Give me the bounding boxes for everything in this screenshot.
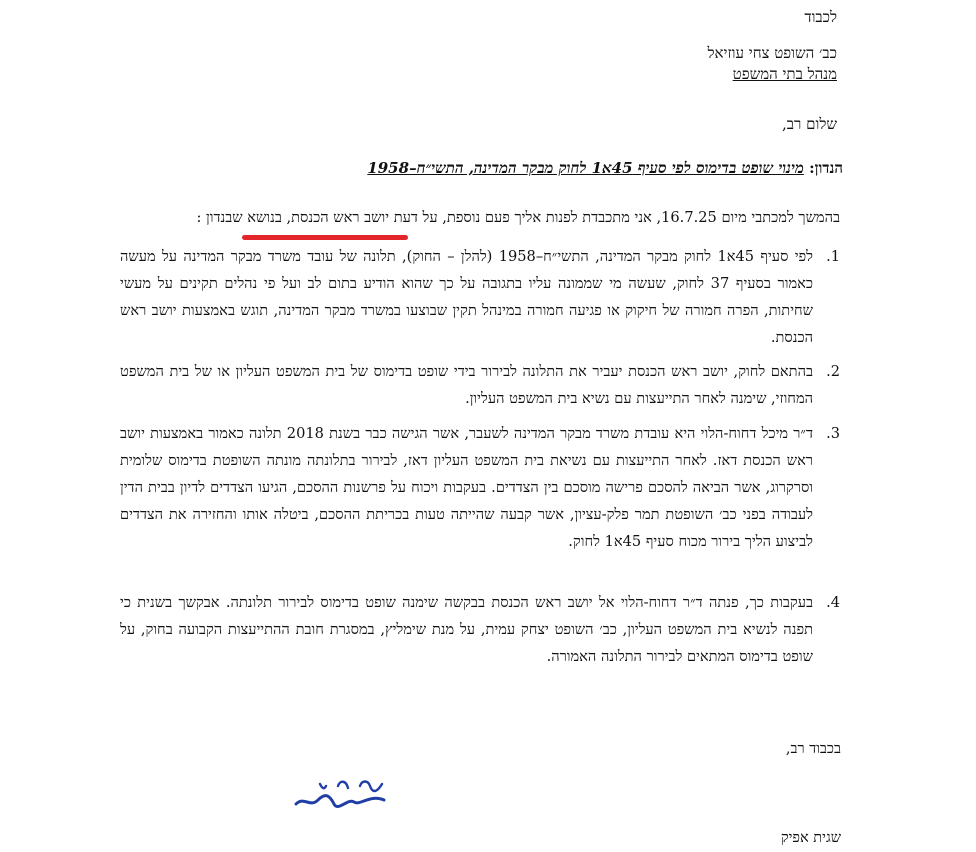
addressee-salutation: לכבוד bbox=[804, 8, 837, 26]
numbered-paragraph bbox=[120, 358, 840, 412]
intro-paragraph: בהמשך למכתבי מיום 16.7.25, אני מתכבדת לפנות אליך פעם נוספת, על דעת יושב ראש הכנסת, בנושא שבנדון : bbox=[196, 209, 840, 226]
closing: בכבוד רב, bbox=[785, 741, 841, 757]
paragraph-number: 4. bbox=[826, 594, 840, 611]
paragraph-number: 2. bbox=[826, 363, 840, 380]
paragraph-number: 1. bbox=[826, 248, 840, 265]
addressee-title: מנהל בתי המשפט bbox=[732, 65, 837, 83]
paragraph-text: בעקבות כך, פנתה ד״ר דחוח-הלוי אל יושב ראש הכנסת בבקשה שימנה שופט בדימוס לבירור תלונתה. אבקשך בשנית כי תפנה לנשיא בית המשפט העליון, כב׳ השופט יצחק עמית, על מנת שימליץ, במסגרת חובת ההתייעצות הקבועה בחוק, על שופט בדימוס המתאים לבירור התלונה האמורה. bbox=[120, 594, 813, 665]
greeting: שלום רב, bbox=[782, 115, 837, 133]
paragraph-text: בהתאם לחוק, יושב ראש הכנסת יעביר את התלונה לבירור בידי שופט בדימוס של בית המשפט העליון או של בית המשפט המחוזי, שימנה לאחר התייעצות עם נשיא בית המשפט העליון. bbox=[120, 363, 813, 407]
numbered-paragraph bbox=[120, 420, 840, 555]
paragraph-number: 3. bbox=[826, 425, 840, 442]
highlight-underline bbox=[242, 235, 408, 240]
numbered-paragraph bbox=[120, 589, 840, 670]
subject-text: מינוי שופט בדימוס לפי סעיף 45א1 לחוק מבקר המדינה, התשי״ח–1958 bbox=[367, 159, 804, 177]
addressee-name: כב׳ השופט צחי עוזיאל bbox=[707, 44, 837, 62]
subject-label: הנדון: bbox=[809, 159, 843, 177]
signer-name: שגית אפיק bbox=[780, 830, 841, 846]
subject-line bbox=[133, 157, 843, 179]
numbered-paragraph bbox=[120, 243, 840, 351]
paragraph-text: לפי סעיף 45א1 לחוק מבקר המדינה, התשי״ח–1958 (להלן – החוק), תלונה של עובד משרד מבקר המדינה על מעשה כאמור בסעיף 37 לחוק, שעשה מי שממונה עליו בתגובה על כך שהוא הודיע בתום לב ועל פי נהלים תקינים על מעשי שחיתות, הפרה חמורה של חיקוק או פגיעה חמורה במינהל תקין שבוצעו במשרד מבקר המדינה, תוגש באמצעות יושב ראש הכנסת. bbox=[120, 248, 814, 346]
handwritten-signature bbox=[290, 774, 390, 820]
paragraph-text: ד״ר מיכל דחוח-הלוי היא עובדת משרד מבקר המדינה לשעבר, אשר הגישה כבר בשנת 2018 תלונה כאמור באמצעות יושב ראש הכנסת דאז. לאחר התייעצות עם נשיאת בית המשפט העליון דאז, לבירור בתלונתה מונתה השופטת בדימוס שלומית וסרקרוג, אשר הביאה להסכם פרישה מוסכם בין הצדדים. בעקבות ויכוח על פרשנות ההסכם, הגיעו הצדדים לדיון בבית הדין לעבודה בפני כב׳ השופטת תמר פלק-עציון, אשר קבעה שהייתה טעות בכריתת ההסכם, ביטלה אותו והחזירה את הצדדים לביצוע הליך בירור מכוח סעיף 45א1 לחוק. bbox=[120, 425, 813, 550]
